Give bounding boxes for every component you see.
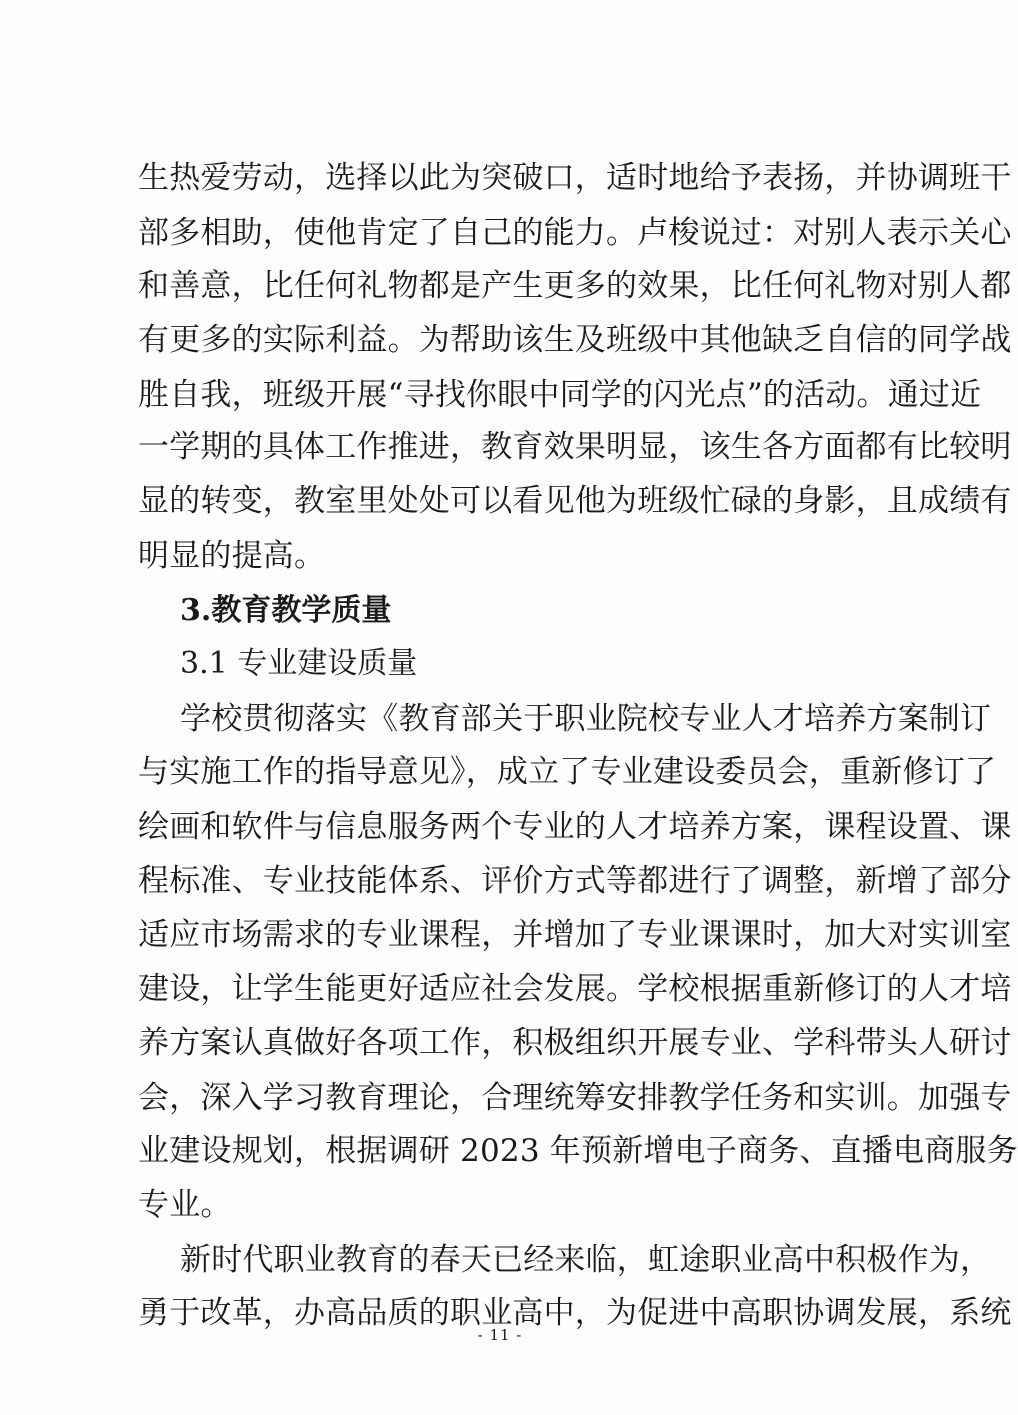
paragraph-1-line-6: 一学期的具体工作推进，教育效果明显，该生各方面都有比较明 xyxy=(138,429,1012,465)
paragraph-1-line-3: 和善意，比任何礼物都是产生更多的效果，比任何礼物对别人都 xyxy=(138,268,1012,304)
paragraph-1-line-8: 明显的提高。 xyxy=(138,538,326,574)
paragraph-1-line-4: 有更多的实际利益。为帮助该生及班级中其他缺乏自信的同学战 xyxy=(138,322,1012,358)
paragraph-2-line-7: 养方案认真做好各项工作，积极组织开展专业、学科带头人研讨 xyxy=(138,1025,1012,1061)
paragraph-2-line-4: 程标准、专业技能体系、评价方式等都进行了调整，新增了部分 xyxy=(138,863,1012,899)
paragraph-2-line-8: 会，深入学习教育理论，合理统筹安排教学任务和实训。加强专 xyxy=(138,1080,1012,1116)
subsection-heading: 3.1 专业建设质量 xyxy=(180,646,418,681)
paragraph-2-line-1: 学校贯彻落实《教育部关于职业院校专业人才培养方案制订 xyxy=(180,701,992,737)
paragraph-2-line-2: 与实施工作的指导意见》，成立了专业建设委员会，重新修订了 xyxy=(138,754,997,790)
paragraph-1-line-2: 部多相助，使他肯定了自己的能力。卢梭说过：对别人表示关心 xyxy=(138,215,1012,251)
paragraph-2-line-9: 业建设规划，根据调研 2023 年预新增电子商务、直播电商服务 xyxy=(138,1133,1018,1169)
paragraph-3-line-2: 勇于改革，办高品质的职业高中，为促进中高职协调发展，系统 xyxy=(138,1295,1012,1331)
paragraph-2-line-3: 绘画和软件与信息服务两个专业的人才培养方案，课程设置、课 xyxy=(138,809,1012,845)
paragraph-2-line-5: 适应市场需求的专业课程，并增加了专业课课时，加大对实训室 xyxy=(138,917,1012,953)
paragraph-3-line-1: 新时代职业教育的春天已经来临，虹途职业高中积极作为， xyxy=(180,1242,992,1278)
paragraph-1-line-5: 胜自我，班级开展“寻找你眼中同学的闪光点”的活动。通过近 xyxy=(138,377,982,413)
paragraph-1-line-7: 显的转变，教室里处处可以看见他为班级忙碌的身影，且成绩有 xyxy=(138,483,1012,519)
paragraph-1-line-1: 生热爱劳动，选择以此为突破口，适时地给予表扬，并协调班干 xyxy=(138,160,1012,196)
paragraph-2-line-6: 建设，让学生能更好适应社会发展。学校根据重新修订的人才培 xyxy=(138,971,1012,1007)
section-heading: 3.教育教学质量 xyxy=(180,593,392,628)
page-number: - 11 - xyxy=(477,1326,523,1344)
paragraph-2-line-10: 专业。 xyxy=(138,1187,232,1223)
